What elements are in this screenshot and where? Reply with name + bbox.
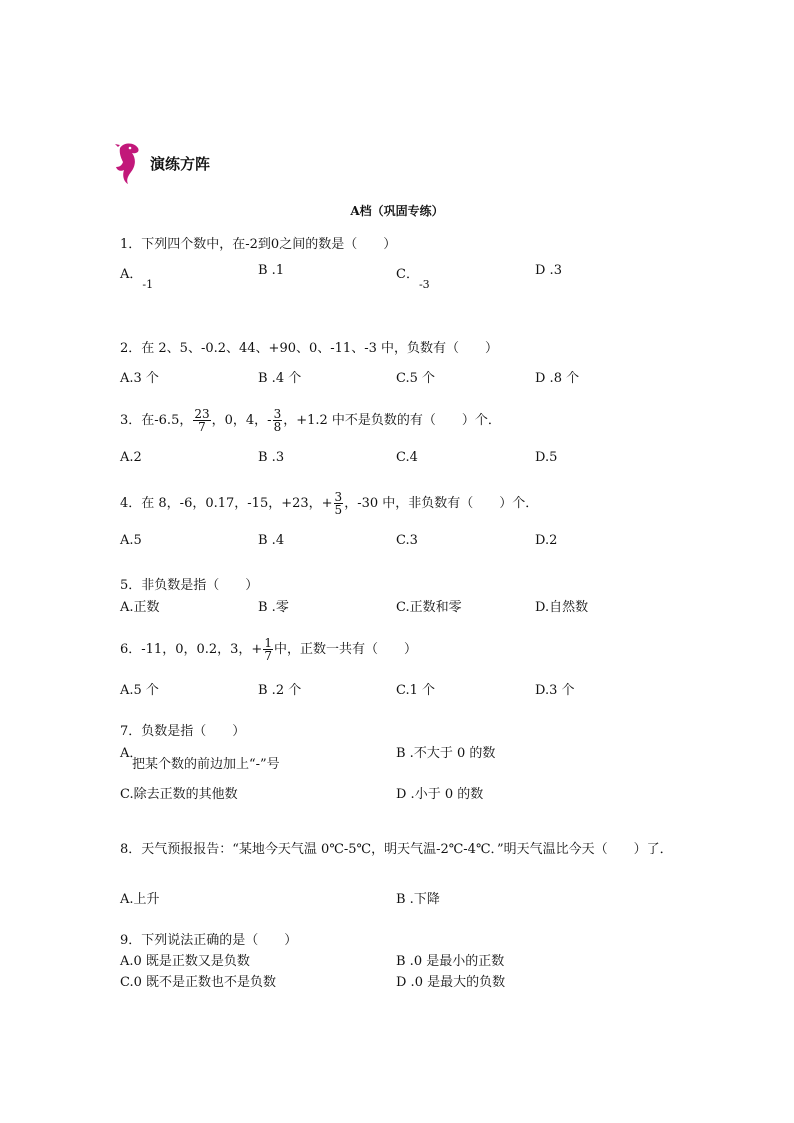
q9-option-c: C.0 既不是正数也不是负数 [120,975,277,990]
q6-option-a: A.5 个 [120,683,159,698]
q5-option-a: A.正数 [120,600,160,615]
q1-option-d: D .3 [535,263,562,278]
q4-option-b: B .4 [258,533,285,548]
fraction-3-5: $\frac{3}{5}$ [334,490,343,517]
level-subtitle: A档（巩固专练） [350,204,444,218]
q7-option-d: D .小于 0 的数 [396,787,484,802]
fraction-1-7: $\frac{1}{7}$ [264,636,272,663]
fraction-23-7: $\frac{23}{7}$ [194,407,210,434]
q8-option-b: B .下降 [396,892,440,907]
q1-option-b: B .1 [258,263,285,278]
question-3: 3．在-6.5， $\frac{23}{7}$ ，0，4，- $\frac{3}{8}$ ，+1.2 中不是负数的有（ ）个． [120,407,501,434]
section-title: 演练方阵 [150,154,211,173]
dolphin-icon [114,140,142,186]
q5-option-d: D.自然数 [535,600,589,615]
q3-option-a: A.2 [120,450,142,465]
q9-option-a: A.0 既是正数又是负数 [120,954,250,969]
q3-option-c: C.4 [396,450,418,465]
q4-option-d: D.2 [535,533,558,548]
q6-option-d: D.3 个 [535,683,575,698]
question-2: 2．在 2、5、-0.2、44、+90、0、-11、-3 中，负数有（ ） [120,341,498,356]
question-6: 6．-11，0，0.2，3，+ $\frac{1}{7}$ 中，正数一共有（ ） [120,636,417,663]
q5-option-c: C.正数和零 [396,600,462,615]
q2-option-c: C.5 个 [396,371,436,386]
q9-option-d: D .0 是最大的负数 [396,975,506,990]
section-header [114,140,210,186]
q3-option-d: D.5 [535,450,558,465]
q1-option-a: A．$_{-1}$ [120,267,154,291]
q8-option-a: A.上升 [120,892,160,907]
q2-option-d: D .8 个 [535,371,580,386]
question-5: 5．非负数是指（ ） [120,578,259,593]
q3-option-b: B .3 [258,450,285,465]
q6-option-b: B .2 个 [258,683,302,698]
q7-option-a-text: 把某个数的前边加上“-”号 [132,757,280,772]
q2-option-a: A.3 个 [120,371,159,386]
q6-option-c: C.1 个 [396,683,436,698]
question-9: 9．下列说法正确的是（ ） [120,933,298,948]
q2-option-b: B .4 个 [258,371,302,386]
q4-option-c: C.3 [396,533,418,548]
q5-option-b: B .零 [258,600,289,615]
question-4: 4．在 8，-6，0.17，-15，+23，+ $\frac{3}{5}$ ，-30 中，非负数有（ ）个． [120,490,539,517]
q1-option-c: C．$_{-3}$ [396,267,430,291]
question-7: 7．负数是指（ ） [120,724,246,739]
q9-option-b: B .0 是最小的正数 [396,954,505,969]
question-8: 8．天气预报报告：“某地今天气温 0℃-5℃，明天气温-2℃-4℃．”明天气温比今天（ ）了． [120,842,673,857]
q7-option-b: B .不大于 0 的数 [396,746,496,761]
q7-option-c: C.除去正数的其他数 [120,787,238,802]
question-1: 1．下列四个数中，在-2到0之间的数是（ ） [120,237,397,252]
q7-option-a: A． [120,746,143,761]
q4-option-a: A.5 [120,533,142,548]
fraction-3-8: $\frac{3}{8}$ [273,407,282,434]
